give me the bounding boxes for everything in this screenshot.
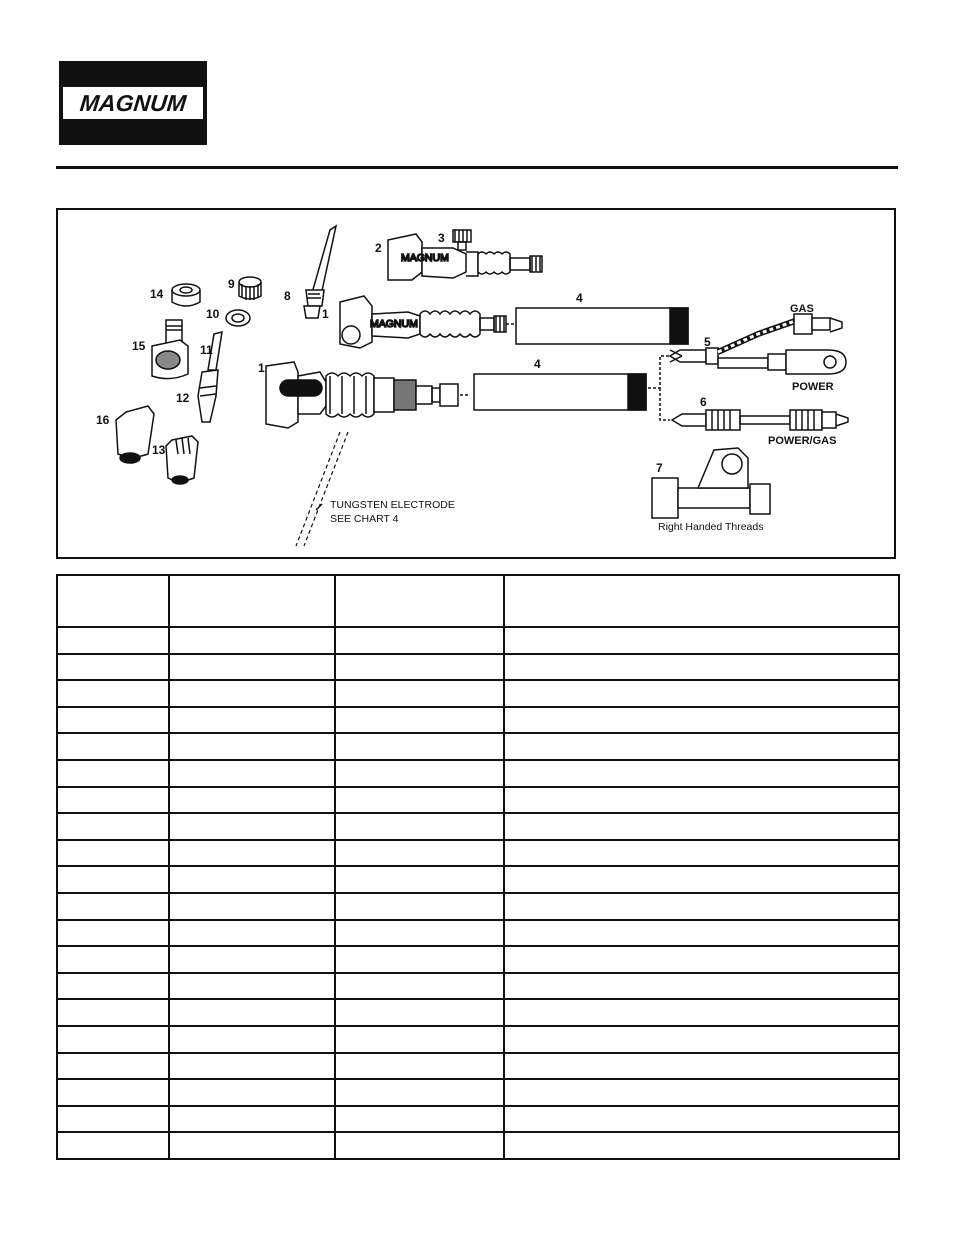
table-cell (504, 1053, 899, 1080)
table-cell (335, 627, 504, 654)
table-cell (169, 866, 335, 893)
table-cell (504, 760, 899, 787)
table-cell (169, 1079, 335, 1106)
table-cell (335, 973, 504, 1000)
table-cell (335, 1106, 504, 1133)
torch-head-small (388, 230, 542, 280)
table-row (57, 946, 899, 973)
table-cell (335, 893, 504, 920)
table-cell (169, 627, 335, 654)
table-cell (57, 946, 169, 973)
head-small-brand: MAGNUM (401, 252, 449, 264)
torch-body-upper (340, 296, 514, 348)
table-cell (335, 866, 504, 893)
table-cell (504, 1132, 899, 1159)
table-cell (57, 787, 169, 814)
table-row (57, 999, 899, 1026)
table-cell (335, 787, 504, 814)
table-row (57, 920, 899, 947)
power-label: POWER (792, 381, 834, 393)
table-header-row (57, 575, 899, 627)
power-gas-adapter-split (670, 314, 846, 374)
table-cell (335, 946, 504, 973)
table-row (57, 893, 899, 920)
table-row (57, 627, 899, 654)
table-row (57, 760, 899, 787)
table-cell (504, 680, 899, 707)
table-row (57, 813, 899, 840)
gas-label: GAS (790, 303, 814, 315)
table-row (57, 1079, 899, 1106)
table-row (57, 680, 899, 707)
callout-10: 10 (206, 307, 220, 321)
table-cell (504, 1026, 899, 1053)
table-cell (57, 866, 169, 893)
table-cell (504, 707, 899, 734)
header-cell (57, 575, 169, 627)
head-upper-brand: MAGNUM (370, 318, 418, 330)
power-gas-label: POWER/GAS (768, 435, 837, 447)
handle-upper-band (670, 308, 688, 344)
table-cell (57, 680, 169, 707)
table-cell (57, 1053, 169, 1080)
table-row (57, 733, 899, 760)
header-cell (169, 575, 335, 627)
table-body (57, 627, 899, 1159)
electrode-label-line1: TUNGSTEN ELECTRODE (330, 499, 455, 511)
exploded-view-illustration (58, 210, 898, 561)
table-row (57, 840, 899, 867)
table-cell (57, 1079, 169, 1106)
threads-label: Right Handed Threads (658, 521, 764, 533)
table-row (57, 707, 899, 734)
table-cell (169, 973, 335, 1000)
table-cell (169, 840, 335, 867)
table-cell (335, 1132, 504, 1159)
callout-14: 14 (150, 287, 164, 301)
table-cell (57, 999, 169, 1026)
table-cell (335, 840, 504, 867)
callout-3: 3 (438, 231, 445, 245)
parts-table (56, 574, 900, 1160)
callout-9: 9 (228, 277, 235, 291)
table-cell (169, 1106, 335, 1133)
table-cell (57, 920, 169, 947)
handle-lower (474, 374, 646, 410)
table-cell (504, 973, 899, 1000)
table-cell (169, 813, 335, 840)
table-cell (169, 1132, 335, 1159)
table-cell (335, 680, 504, 707)
table-cell (57, 893, 169, 920)
callout-7: 7 (656, 461, 663, 475)
table-cell (57, 813, 169, 840)
table-cell (169, 787, 335, 814)
callout-15: 15 (132, 339, 146, 353)
header-rule (56, 166, 898, 169)
table-cell (335, 813, 504, 840)
table-cell (335, 1079, 504, 1106)
table-row (57, 1026, 899, 1053)
table-cell (169, 920, 335, 947)
table-cell (169, 733, 335, 760)
table-cell (57, 760, 169, 787)
table-cell (504, 1079, 899, 1106)
tungsten-electrode (296, 432, 348, 546)
table-cell (504, 920, 899, 947)
long-back-cap (304, 226, 336, 318)
handle-lower-band (628, 374, 646, 410)
table-row (57, 1053, 899, 1080)
logo-text: MAGNUM (78, 89, 188, 116)
table-cell (57, 707, 169, 734)
table-cell (335, 654, 504, 681)
handle-upper (516, 308, 688, 344)
small-parts-group (116, 277, 261, 484)
table-cell (335, 1026, 504, 1053)
table-cell (169, 893, 335, 920)
table-cell (169, 654, 335, 681)
table-cell (335, 999, 504, 1026)
callout-4-lower: 4 (534, 357, 541, 371)
table-cell (169, 707, 335, 734)
callout-2: 2 (375, 241, 382, 255)
tee-adapter (652, 448, 770, 518)
table-cell (57, 654, 169, 681)
table-cell (57, 973, 169, 1000)
table-cell (335, 1053, 504, 1080)
table-row (57, 1106, 899, 1133)
callout-12: 12 (176, 391, 190, 405)
callout-1-upper: 1 (322, 307, 329, 321)
table-cell (504, 627, 899, 654)
table-row (57, 973, 899, 1000)
table-cell (169, 760, 335, 787)
table-cell (504, 787, 899, 814)
table-cell (504, 999, 899, 1026)
table-cell (169, 999, 335, 1026)
table-cell (57, 1132, 169, 1159)
header-cell (335, 575, 504, 627)
table-cell (504, 840, 899, 867)
callout-6: 6 (700, 395, 707, 409)
callout-13: 13 (152, 443, 166, 457)
table-cell (504, 893, 899, 920)
torch-body-large (266, 362, 470, 428)
table-cell (504, 733, 899, 760)
table-cell (57, 733, 169, 760)
table-cell (335, 760, 504, 787)
header-cell (504, 575, 899, 627)
table-cell (169, 680, 335, 707)
table-cell (335, 707, 504, 734)
magnum-logo (59, 61, 207, 145)
table-cell (504, 654, 899, 681)
table-row (57, 1132, 899, 1159)
table-row (57, 787, 899, 814)
callout-8: 8 (284, 289, 291, 303)
table-cell (57, 840, 169, 867)
callout-4-upper: 4 (576, 291, 583, 305)
table-row (57, 866, 899, 893)
table-cell (169, 946, 335, 973)
power-gas-adapter (672, 410, 848, 430)
table-cell (335, 920, 504, 947)
table-cell (57, 627, 169, 654)
table-row (57, 654, 899, 681)
table-cell (504, 813, 899, 840)
table-cell (57, 1026, 169, 1053)
electrode-label-line2: SEE CHART 4 (330, 513, 399, 525)
callout-1-lower: 1 (258, 361, 265, 375)
table-cell (335, 733, 504, 760)
callout-16: 16 (96, 413, 110, 427)
table-cell (504, 1106, 899, 1133)
table-cell (169, 1053, 335, 1080)
table-cell (169, 1026, 335, 1053)
table-cell (504, 866, 899, 893)
table-cell (57, 1106, 169, 1133)
callout-11: 11 (200, 343, 213, 357)
logo-plate (63, 87, 203, 119)
parts-diagram (56, 208, 896, 559)
callout-5: 5 (704, 335, 711, 349)
table-cell (504, 946, 899, 973)
